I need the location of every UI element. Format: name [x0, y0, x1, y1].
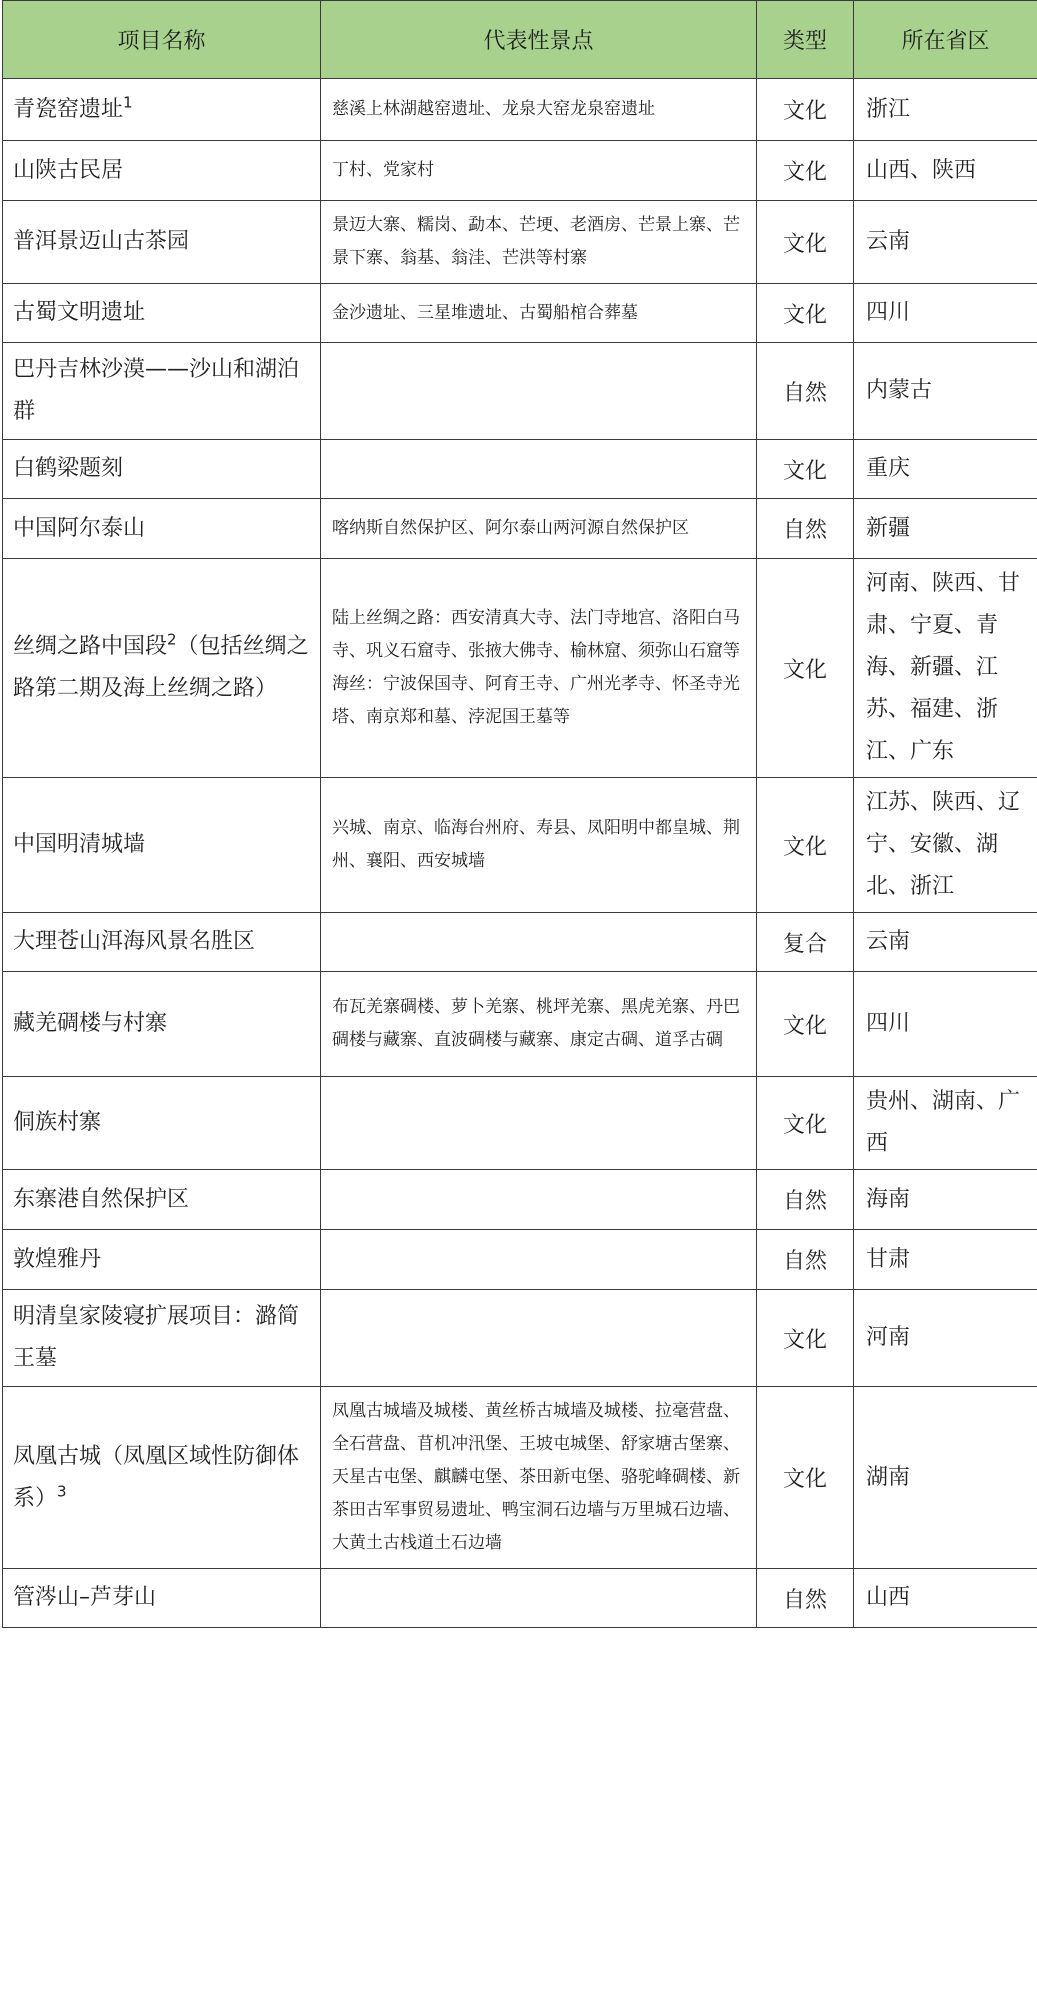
project-name-suffix: （包括丝绸之路第二期及海上丝绸之路） [13, 634, 309, 701]
project-name-cell: 古蜀文明遗址 [3, 284, 321, 343]
representative-sites-cell: 金沙遗址、三星堆遗址、古蜀船棺合葬墓 [321, 284, 757, 343]
type-cell: 文化 [757, 1290, 854, 1387]
representative-sites-cell: 兴城、南京、临海台州府、寿县、凤阳明中都皇城、荆州、襄阳、西安城墙 [321, 778, 757, 913]
project-name-cell: 山陕古民居 [3, 141, 321, 201]
representative-sites-cell [321, 1230, 757, 1290]
type-cell: 文化 [757, 1077, 854, 1170]
province-cell: 新疆 [854, 499, 1037, 559]
header-province: 所在省区 [854, 1, 1037, 79]
type-cell: 文化 [757, 559, 854, 778]
representative-sites-cell [321, 343, 757, 440]
project-name-cell: 中国明清城墙 [3, 778, 321, 913]
province-cell: 重庆 [854, 440, 1037, 499]
table-row [3, 559, 1037, 778]
type-cell: 文化 [757, 1387, 854, 1569]
table-row [3, 343, 1037, 440]
type-cell: 文化 [757, 201, 854, 284]
table-row [3, 440, 1037, 499]
province-cell: 浙江 [854, 79, 1037, 141]
table-row [3, 1387, 1037, 1569]
footnote-marker: 1 [123, 93, 133, 112]
province-cell: 内蒙古 [854, 343, 1037, 440]
project-name-cell: 明清皇家陵寝扩展项目：潞简王墓 [3, 1290, 321, 1387]
project-name-cell: 普洱景迈山古茶园 [3, 201, 321, 284]
type-cell: 自然 [757, 1569, 854, 1628]
table-row [3, 1569, 1037, 1628]
table-row [3, 1290, 1037, 1387]
project-name-cell [3, 79, 321, 141]
province-cell: 山西 [854, 1569, 1037, 1628]
project-name-cell: 东寨港自然保护区 [3, 1170, 321, 1230]
table-header-row [3, 1, 1037, 79]
heritage-table [2, 0, 1037, 1628]
representative-sites-cell: 陆上丝绸之路：西安清真大寺、法门寺地宫、洛阳白马寺、巩义石窟寺、张掖大佛寺、榆林窟、须弥山石窟等 海丝：宁波保国寺、阿育王寺、广州光孝寺、怀圣寺光塔、南京郑和墓、浡泥国王墓等 [321, 559, 757, 778]
project-name: 凤凰古城（凤凰区域性防御体系） [13, 1443, 300, 1511]
type-cell: 复合 [757, 913, 854, 972]
type-cell: 自然 [757, 1170, 854, 1230]
province-cell: 江苏、陕西、辽宁、安徽、湖北、浙江 [854, 778, 1037, 913]
project-name-cell: 中国阿尔泰山 [3, 499, 321, 559]
table-row [3, 913, 1037, 972]
representative-sites-cell [321, 1569, 757, 1628]
project-name: 青瓷窑遗址 [13, 96, 124, 122]
project-name-cell: 侗族村寨 [3, 1077, 321, 1170]
footnote-marker: 2 [167, 630, 177, 649]
type-cell: 文化 [757, 79, 854, 141]
type-cell: 文化 [757, 440, 854, 499]
type-cell: 自然 [757, 1230, 854, 1290]
type-cell: 文化 [757, 141, 854, 201]
table-row [3, 1077, 1037, 1170]
project-name-cell: 敦煌雅丹 [3, 1230, 321, 1290]
representative-sites-cell: 凤凰古城墙及城楼、黄丝桥古城墙及城楼、拉毫营盘、全石营盘、苜机冲汛堡、王坡屯城堡、舒家塘古堡寨、天星古屯堡、麒麟屯堡、茶田新屯堡、骆驼峰碉楼、新茶田古军事贸易遗址、鸭宝洞石边墙与万里城石边墙、大黄土古栈道土石边墙 [321, 1387, 757, 1569]
province-cell: 云南 [854, 201, 1037, 284]
representative-sites-cell [321, 913, 757, 972]
representative-sites-cell: 布瓦羌寨碉楼、萝卜羌寨、桃坪羌寨、黑虎羌寨、丹巴碉楼与藏寨、直波碉楼与藏寨、康定古碉、道孚古碉 [321, 972, 757, 1077]
type-cell: 文化 [757, 972, 854, 1077]
table-row [3, 1170, 1037, 1230]
type-cell: 自然 [757, 343, 854, 440]
province-cell: 河南 [854, 1290, 1037, 1387]
table-row [3, 141, 1037, 201]
table-row [3, 972, 1037, 1077]
table-row [3, 499, 1037, 559]
representative-sites-cell: 景迈大寨、糯岗、勐本、芒埂、老酒房、芒景上寨、芒景下寨、翁基、翁洼、芒洪等村寨 [321, 201, 757, 284]
type-cell: 文化 [757, 778, 854, 913]
header-representative-sites: 代表性景点 [321, 1, 757, 79]
province-cell: 海南 [854, 1170, 1037, 1230]
header-project-name: 项目名称 [3, 1, 321, 79]
type-cell: 自然 [757, 499, 854, 559]
project-name-cell: 藏羌碉楼与村寨 [3, 972, 321, 1077]
project-name-cell: 大理苍山洱海风景名胜区 [3, 913, 321, 972]
table-row [3, 778, 1037, 913]
type-cell: 文化 [757, 284, 854, 343]
province-cell: 山西、陕西 [854, 141, 1037, 201]
province-cell: 湖南 [854, 1387, 1037, 1569]
project-name-cell: 管涔山–芦芽山 [3, 1569, 321, 1628]
representative-sites-cell: 慈溪上林湖越窑遗址、龙泉大窑龙泉窑遗址 [321, 79, 757, 141]
province-cell: 四川 [854, 972, 1037, 1077]
table-row [3, 79, 1037, 141]
table-row [3, 1230, 1037, 1290]
representative-sites-cell: 喀纳斯自然保护区、阿尔泰山两河源自然保护区 [321, 499, 757, 559]
representative-sites-cell [321, 1290, 757, 1387]
table-row [3, 284, 1037, 343]
province-cell: 甘肃 [854, 1230, 1037, 1290]
province-cell: 四川 [854, 284, 1037, 343]
project-name: 丝绸之路中国段 [13, 634, 168, 659]
province-cell: 河南、陕西、甘肃、宁夏、青海、新疆、江苏、福建、浙江、广东 [854, 559, 1037, 778]
representative-sites-cell [321, 1170, 757, 1230]
project-name-cell [3, 1387, 321, 1569]
table-row [3, 201, 1037, 284]
representative-sites-cell [321, 1077, 757, 1170]
representative-sites-cell [321, 440, 757, 499]
province-cell: 贵州、湖南、广西 [854, 1077, 1037, 1170]
header-type: 类型 [757, 1, 854, 79]
province-cell: 云南 [854, 913, 1037, 972]
representative-sites-cell: 丁村、党家村 [321, 141, 757, 201]
project-name-cell: 白鹤梁题刻 [3, 440, 321, 499]
footnote-marker: 3 [57, 1482, 67, 1501]
project-name-cell [3, 559, 321, 778]
project-name-cell: 巴丹吉林沙漠——沙山和湖泊群 [3, 343, 321, 440]
